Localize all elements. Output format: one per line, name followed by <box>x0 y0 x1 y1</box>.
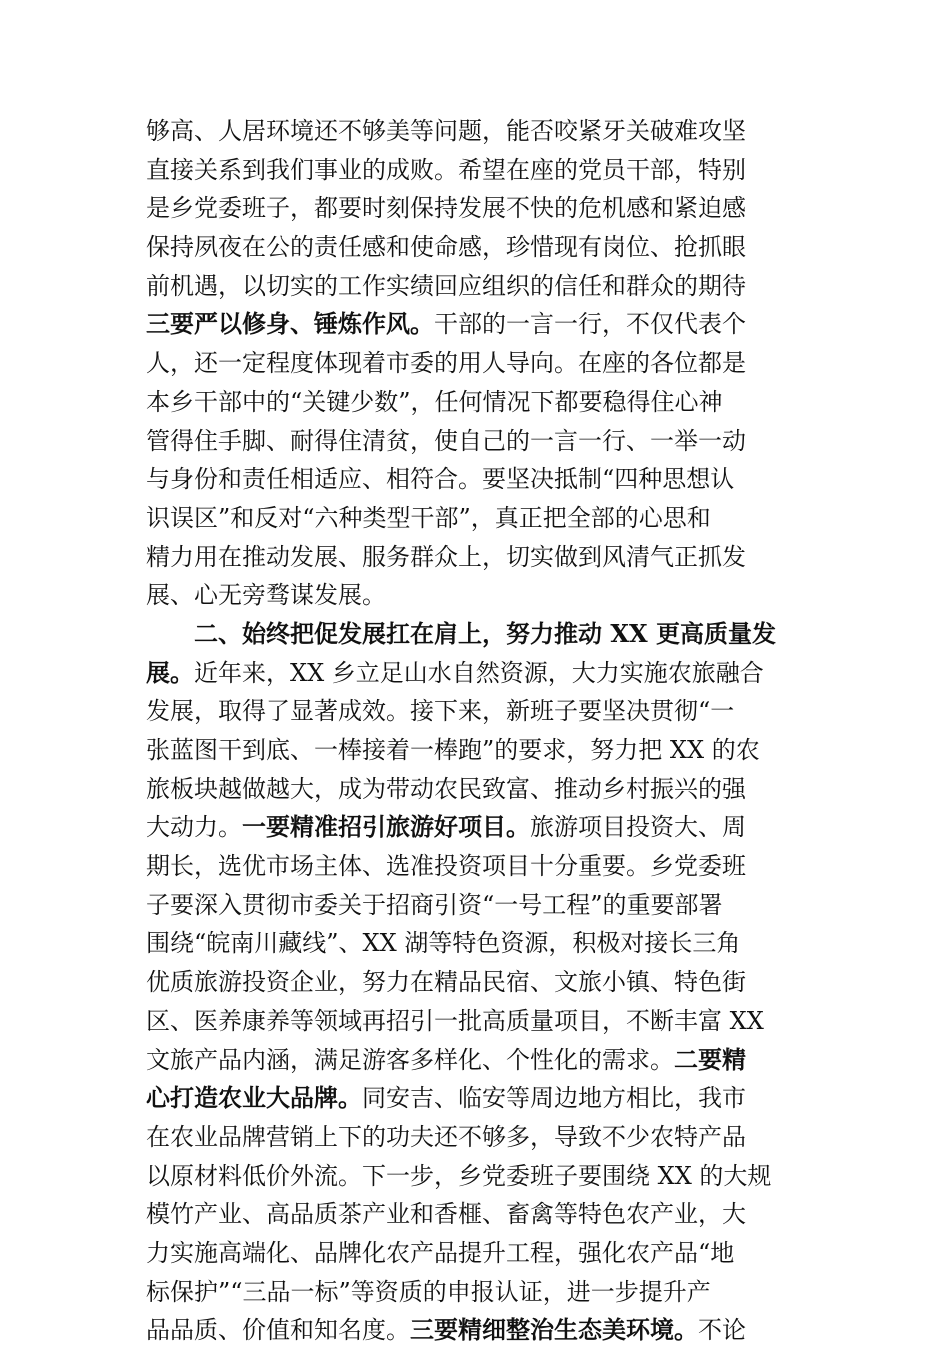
text-line <box>146 1195 806 1234</box>
text-line <box>146 1041 806 1080</box>
text-run: 模竹产业、高品质茶产业和香榧、畜禽等特色农产业，大 <box>146 1200 746 1229</box>
text-line <box>146 228 806 267</box>
text-run: 以原材料低价外流。下一步，乡党委班子要围绕 XX 的大规 <box>146 1161 772 1190</box>
text-line <box>146 576 806 615</box>
text-run: 旅游项目投资大、周 <box>530 813 746 842</box>
text-line <box>146 1273 806 1312</box>
text-run: 文旅产品内涵，满足游客多样化、个性化的需求。 <box>146 1045 674 1074</box>
text-run: 力实施高端化、品牌化农产品提升工程，强化农产品“地 <box>146 1238 735 1267</box>
text-line <box>146 305 806 344</box>
text-line <box>146 538 806 577</box>
text-run: 干部的一言一行，不仅代表个 <box>434 310 746 339</box>
bold-text-run: 展。 <box>146 657 194 687</box>
text-run: 前机遇，以切实的工作实绩回应组织的信任和群众的期待 <box>146 271 746 300</box>
text-line <box>146 886 806 925</box>
text-run: 大动力。 <box>146 813 242 842</box>
text-line <box>146 1079 806 1118</box>
text-line <box>146 267 806 306</box>
bold-text-run: 心打造农业大品牌。 <box>146 1083 362 1113</box>
text-run: 精力用在推动发展、服务群众上，切实做到风清气正抓发 <box>146 542 746 571</box>
text-run: 区、医养康养等领域再招引一批高质量项目，不断丰富 XX <box>146 1006 764 1035</box>
bold-text-run: 一要精准招引旅游好项目。 <box>242 812 530 842</box>
text-run: 保持夙夜在公的责任感和使命感，珍惜现有岗位、抢抓眼 <box>146 233 746 262</box>
text-run: 期长，选优市场主体、选准投资项目十分重要。乡党委班 <box>146 852 746 881</box>
text-line <box>146 731 806 770</box>
text-run: 本乡干部中的“关键少数”，任何情况下都要稳得住心神 <box>146 387 723 416</box>
text-line <box>146 499 806 538</box>
text-run: 子要深入贯彻市委关于招商引资“一号工程”的重要部署 <box>146 890 723 919</box>
text-line <box>146 344 806 383</box>
text-run: 优质旅游投资企业，努力在精品民宿、文旅小镇、特色街 <box>146 968 746 997</box>
text-line <box>146 151 806 190</box>
text-run: 标保护”“三品一标”等资质的申报认证，进一步提升产 <box>146 1277 711 1306</box>
text-line <box>146 460 806 499</box>
text-line <box>146 963 806 1002</box>
text-run: 直接关系到我们事业的成败。希望在座的党员干部，特别 <box>146 155 746 184</box>
text-line <box>146 654 806 693</box>
text-run: 展、心无旁骛谋发展。 <box>146 581 386 610</box>
text-line <box>146 770 806 809</box>
text-line <box>146 1157 806 1196</box>
text-run: 人，还一定程度体现着市委的用人导向。在座的各位都是 <box>146 349 746 378</box>
text-run: 够高、人居环境还不够美等问题，能否咬紧牙关破难攻坚 <box>146 117 746 145</box>
text-run: 品品质、价值和知名度。 <box>146 1316 410 1345</box>
text-run: 围绕“皖南川藏线”、XX 湖等特色资源，积极对接长三角 <box>146 929 741 958</box>
text-run: 张蓝图干到底、一棒接着一棒跑”的要求，努力把 XX 的农 <box>146 736 760 764</box>
text-run: 不论 <box>698 1316 746 1345</box>
bold-text-run: 三要严以修身、锤炼作风。 <box>146 309 434 339</box>
text-run: 管得住手脚、耐得住清贫，使自己的一言一行、一举一动 <box>146 426 746 455</box>
text-run: 在农业品牌营销上下的功夫还不够多，导致不少农特产品 <box>146 1122 746 1151</box>
text-line <box>146 383 806 422</box>
text-run: 识误区”和反对“六种类型干部”，真正把全部的心思和 <box>146 503 711 532</box>
text-line <box>146 112 806 151</box>
text-run: 近年来，XX 乡立足山水自然资源，大力实施农旅融合 <box>194 658 764 687</box>
text-run: 同安吉、临安等周边地方相比，我市 <box>362 1084 746 1113</box>
text-line <box>146 422 806 461</box>
text-run: 是乡党委班子，都要时刻保持发展不快的危机感和紧迫感 <box>146 194 746 223</box>
text-line <box>146 924 806 963</box>
bold-text-run: 二、始终把促发展扛在肩上，努力推动 XX 更高质量发 <box>194 618 776 648</box>
text-line <box>146 1002 806 1041</box>
text-line <box>146 615 806 654</box>
text-line <box>146 1118 806 1157</box>
text-line <box>146 808 806 847</box>
bold-text-run: 二要精 <box>674 1044 746 1074</box>
document-body <box>146 112 806 1350</box>
text-line <box>146 1311 806 1350</box>
text-run: 与身份和责任相适应、相符合。要坚决抵制“四种思想认 <box>146 465 735 494</box>
text-line <box>146 847 806 886</box>
bold-text-run: 三要精细整治生态美环境。 <box>410 1315 698 1345</box>
text-run: 旅板块越做越大，成为带动农民致富、推动乡村振兴的强 <box>146 774 746 803</box>
text-line <box>146 1234 806 1273</box>
text-line <box>146 692 806 731</box>
text-line <box>146 189 806 228</box>
text-run: 发展，取得了显著成效。接下来，新班子要坚决贯彻“一 <box>146 697 735 726</box>
